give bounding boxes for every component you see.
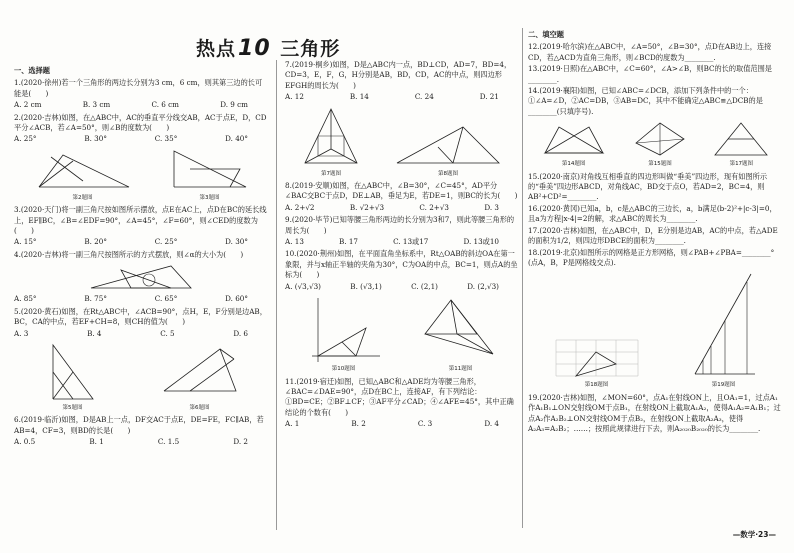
column-divider — [522, 28, 523, 528]
figure-q4 — [81, 262, 201, 292]
page-title: 热点10 三角形 — [196, 36, 341, 61]
figure-row: 第5题图 第6题图 — [14, 341, 268, 413]
options: A. 12 B. 14 C. 24 D. 21 — [285, 92, 499, 102]
question-18: 18.(2019·北京)如图所示的网格是正方形网格，则∠PAB+∠PBA=________°(点A，B，P是网格线交点). — [528, 247, 775, 267]
question-1: 1.(2020·徐州)若一个三角形的两边长分别为3 cm，6 cm，则其第三边的长可能是( ) — [14, 78, 263, 98]
figure-row: 第2题图 第3题图 — [14, 147, 268, 203]
column-middle — [285, 60, 519, 432]
options: A. (√3,√3) B. (√3,1) C. (2,1) D. (2,√3) — [285, 281, 499, 291]
figure-q11 — [421, 294, 501, 364]
figure-q3 — [170, 147, 250, 193]
question-2: 2.(2020·吉林)如图，在△ABC中，AC的垂直平分线交AB，AC于点E，D，CD平分∠ACB，若∠A=50°，则∠B的度数为( ) — [14, 112, 267, 133]
question-14: 14.(2019·襄阳)如图，已知∠ABC=∠DCB，添加下列条件中的一个：①∠A=∠D，②AC=DB，③AB=DC，其中不能确定△ABC≌△DCB的是________(只填序号). — [528, 86, 763, 116]
figure-row: 第10题图 第11题图 — [285, 294, 519, 374]
figure-q14 — [539, 119, 609, 159]
question-7: 7.(2019·桐乡)如图，D是△ABC内一点，BD⊥CD，AD=7，BD=4，CD=3，E，F，G，H分别是AB，BD，CD，AC的中点，则四边形EFGH的周长为( ) — [285, 60, 512, 90]
question-15: 15.(2020·南京)对角线互相垂直的四边形叫做“垂美”四边形，现有如图所示的“垂美”四边形ABCD，对角线AC，BD交于点O，若AD=2，BC=4，则AB²+CD²=________. — [528, 171, 768, 202]
options: A. 15° B. 20° C. 25° D. 30° — [14, 237, 248, 247]
column-right — [528, 28, 782, 435]
figure-q8 — [393, 119, 503, 169]
question-5: 5.(2020·黄石)如图，在Rt△ABC中，∠ACB=90°，点H，E，F分别是边AB，BC，CA的中点，若EF+CH=8，则CH的值为( ) — [14, 306, 267, 327]
section-heading: 二、填空题 — [528, 30, 564, 39]
figure-q17 — [711, 119, 771, 159]
figure-q7 — [301, 105, 361, 169]
page-footer: —数学·23— — [732, 530, 776, 539]
options: A. 13 B. 17 C. 13或17 D. 13或10 — [285, 237, 499, 247]
options: A. 0.5 B. 1 C. 1.5 D. 2 — [14, 437, 248, 447]
column-left — [14, 64, 268, 450]
options: A. 25° B. 30° C. 35° D. 40° — [14, 134, 248, 144]
question-12: 12.(2019·哈尔滨)在△ABC中，∠A=50°，∠B=30°，点D在AB边上，连接CD，若△ACD为直角三角形，则∠BCD的度数为________. — [528, 42, 772, 62]
figure-q6 — [160, 341, 240, 403]
question-13: 13.(2019·日照)在△ABC中，∠C=60°，∠A>∠B，则BC的长的取值范围是________. — [528, 64, 772, 84]
figure-q15 — [630, 119, 690, 159]
question-16: 16.(2020·黄冈)已知a，b，c是△ABC的三边长，a，b满足(b-2)²+|c-3|=0，且a为方程|x-4|=2的解，求△ABC的周长为________. — [528, 203, 777, 224]
options: A. 85° B. 75° C. 65° D. 60° — [14, 294, 248, 304]
figure-q19 — [689, 270, 759, 380]
figure-row — [14, 262, 268, 292]
question-6: 6.(2019·临沂)如图，D是AB上一点，DF交AC于点E，DE=FE，FC∥AB，若AB=4，CF=3，则BD的长是( ) — [14, 415, 264, 435]
options: A. 2 cm B. 3 cm C. 6 cm D. 9 cm — [14, 100, 248, 110]
question-8: 8.(2019·安顺)如图，在△ABC中，∠B=30°，∠C=45°，AD平分∠BAC交BC于点D，DE⊥AB，垂足为E，若DE=1，则BC的长为( ) — [285, 181, 518, 201]
question-19: 19.(2020·吉林)如图，∠MON=60°，点A₁在射线ON上，且OA₁=1，过点A₁作A₁B₁⊥ON交射线OM于点B₁，在射线ON上截取A₁A₂，使得A₁A₂=A₁B₁；过点A₂作A₂B₂⊥ON交射线OM于点B₂，在射线ON上截取A₂A₃，使得A₂A₃=A₂B₂；……；按照此规律进行下去，则A₂₀₂₀B₂₀₂₀的长为________. — [528, 392, 781, 433]
figure-q10 — [304, 294, 384, 364]
question-9: 9.(2020·毕节)已知等腰三角形两边的长分别为3和7，则此等腰三角形的周长为( ) — [285, 215, 515, 235]
figure-q18 — [552, 330, 642, 380]
figure-row: 第14题图 第15题图 第17题图 — [528, 119, 782, 169]
column-divider — [276, 60, 277, 530]
figure-row: 第7题图 第8题图 — [285, 105, 519, 179]
question-4: 4.(2020·吉林)将一副三角尺按图所示的方式摆放，则∠α的大小为( ) — [14, 249, 244, 259]
section-heading: 一、选择题 — [14, 66, 50, 75]
question-3: 3.(2020·天门)将一副三角尺按如图所示摆放，点E在AC上，点D在BC的延长线上，EF∥BC，∠B=∠EDF=90°，∠A=45°，∠F=60°，则∠CED的度数为( ) — [14, 205, 267, 236]
question-10: 10.(2020·荆州)如图，在平面直角坐标系中，Rt△OAB的斜边OA在第一象限，并与x轴正半轴的夹角为30°，C为OA的中点，BC=1，则点A的坐标为( ) — [285, 249, 518, 280]
options: A. 3 B. 4 C. 5 D. 6 — [14, 328, 248, 338]
figure-row: 第18题图 第19题图 — [528, 270, 782, 390]
options: A. 2+√2 B. √2+√3 C. 2+√3 D. 3 — [285, 202, 499, 212]
figure-q2 — [33, 147, 133, 193]
question-17: 17.(2020·吉林)如图，在△ABC中，D，E分别是边AB，AC的中点，若△ADE的面积为1/2，则四边形DBCE的面积为________. — [528, 225, 778, 246]
options: A. 1 B. 2 C. 3 D. 4 — [285, 419, 499, 429]
question-11: 11.(2019·宿迁)如图，已知△ABC和△ADE均为等腰三角形，∠BAC=∠DAE=90°，点D在BC上，连接AF，有下列结论：①BD=CE；②BF⊥CF；③AF平分∠CAD；④∠AFE=45°，其中正确结论的个数有( ) — [285, 376, 514, 417]
figure-q5 — [43, 341, 103, 403]
